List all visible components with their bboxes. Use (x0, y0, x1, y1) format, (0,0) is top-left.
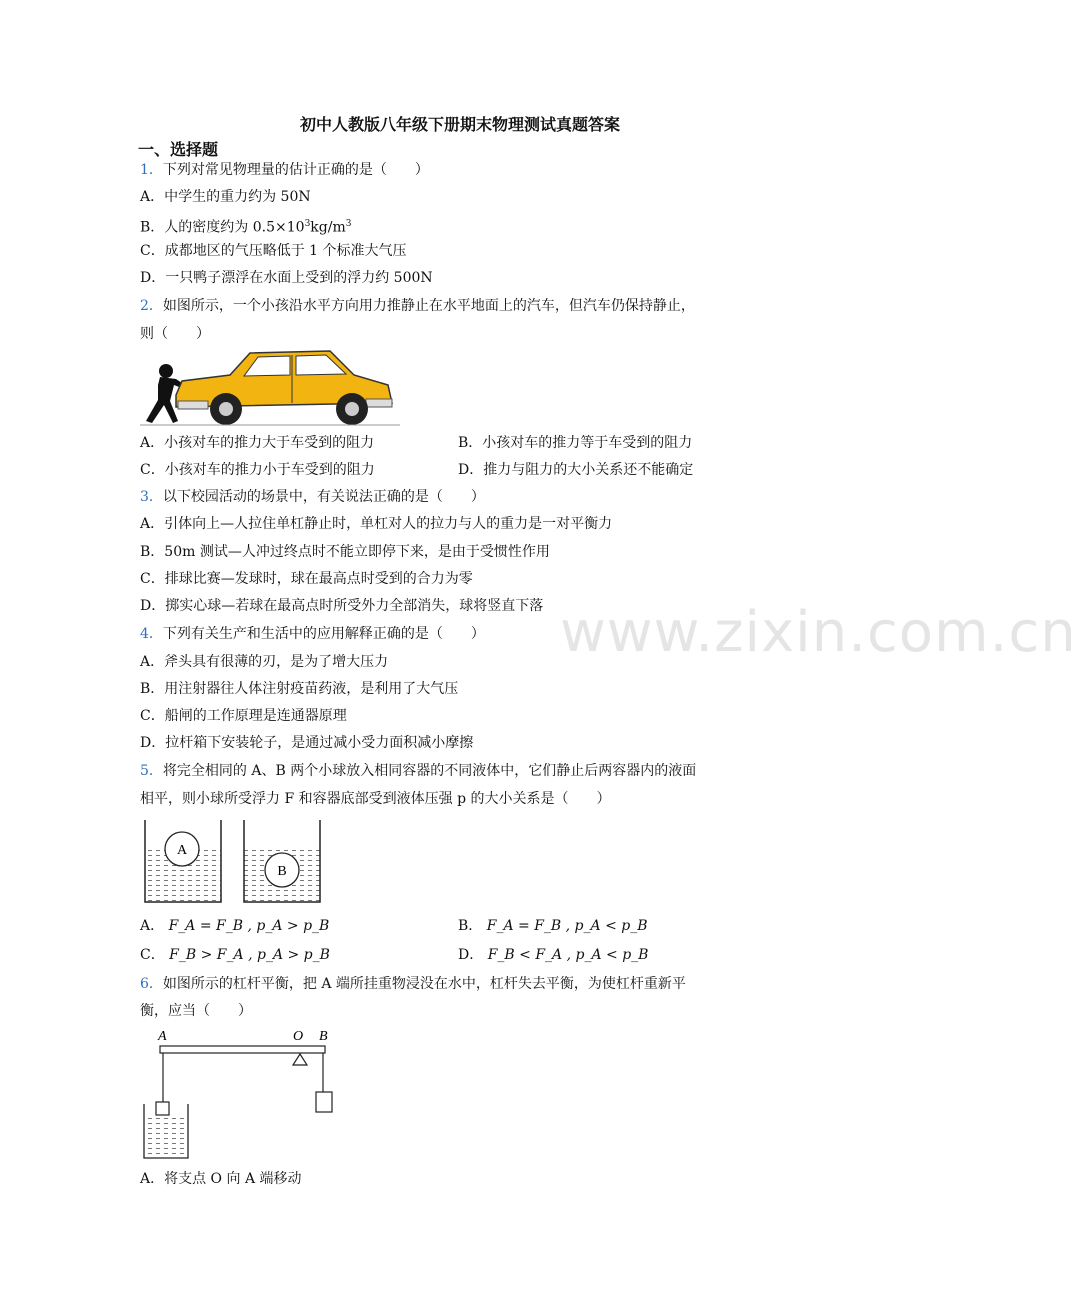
question-5-option-c: C． F_B > F_A , p_A > p_B (140, 947, 330, 963)
question-5-stem-cont: 相平，则小球所受浮力 F 和容器底部受到液体压强 p 的大小关系是（ ） (140, 791, 611, 807)
question-6-option-a: A．将支点 O 向 A 端移动 (140, 1171, 302, 1187)
question-4-option-d: D．拉杆箱下安装轮子，是通过减小受力面积减小摩擦 (140, 735, 474, 751)
question-4-option-a: A．斧头具有很薄的刃，是为了增大压力 (140, 654, 389, 670)
question-5-option-a: A． F_A = F_B , p_A > p_B (140, 918, 330, 934)
ball-b-label: B (277, 864, 287, 879)
question-2-option-a: A．小孩对车的推力大于车受到的阻力 (140, 435, 375, 451)
question-5-stem: 5．将完全相同的 A、B 两个小球放入相同容器的不同液体中，它们静止后两容器内的液面 (140, 763, 697, 779)
lever-label-b: B (319, 1029, 328, 1044)
question-5-option-d: D． F_B < F_A , p_A < p_B (458, 947, 649, 963)
question-6-stem: 6．如图所示的杠杆平衡，把 A 端所挂重物浸没在水中，杠杆失去平衡，为使杠杆重新平 (140, 976, 686, 992)
question-4-option-c: C．船闸的工作原理是连通器原理 (140, 708, 347, 724)
question-1-option-d: D．一只鸭子漂浮在水面上受到的浮力约 500N (140, 270, 433, 286)
ball-a-label: A (176, 843, 188, 858)
question-5-option-b: B． F_A = F_B , p_A < p_B (458, 918, 648, 934)
question-1-option-c: C．成都地区的气压略低于 1 个标准大气压 (140, 243, 407, 259)
question-2-stem: 2．如图所示，一个小孩沿水平方向用力推静止在水平地面上的汽车，但汽车仍保持静止， (140, 298, 695, 314)
question-6-stem-cont: 衡，应当（ ） (140, 1003, 252, 1019)
question-2-option-d: D．推力与阻力的大小关系还不能确定 (458, 462, 694, 478)
question-1-stem: 1．下列对常见物理量的估计正确的是（ ） (140, 162, 429, 178)
question-3-option-d: D．掷实心球—若球在最高点时所受外力全部消失，球将竖直下落 (140, 598, 544, 614)
question-3-stem: 3．以下校园活动的场景中，有关说法正确的是（ ） (140, 489, 485, 505)
question-3-option-b: B．50m 测试—人冲过终点时不能立即停下来，是由于受惯性作用 (140, 544, 550, 560)
containers-figure (140, 818, 325, 908)
question-4-stem: 4．下列有关生产和生活中的应用解释正确的是（ ） (140, 626, 485, 642)
question-1-option-b: B．人的密度约为 $0.5\times 10^3kg/m^3$ (140, 219, 352, 236)
lever-label-a: A (158, 1029, 167, 1044)
question-4-option-b: B．用注射器往人体注射疫苗药液，是利用了大气压 (140, 681, 459, 697)
car-push-figure (140, 345, 400, 430)
lever-figure (140, 1026, 350, 1166)
question-2-stem-cont: 则（ ） (140, 326, 210, 342)
watermark: www.zixin.com.cn (560, 600, 1077, 665)
question-1-option-a: A．中学生的重力约为 50N (140, 189, 311, 205)
section-heading: 一、选择题 (138, 140, 219, 159)
question-3-option-a: A．引体向上—人拉住单杠静止时，单杠对人的拉力与人的重力是一对平衡力 (140, 516, 613, 532)
page-title: 初中人教版八年级下册期末物理测试真题答案 (299, 115, 620, 134)
question-3-option-c: C．排球比赛—发球时，球在最高点时受到的合力为零 (140, 571, 473, 587)
question-2-option-c: C．小孩对车的推力小于车受到的阻力 (140, 462, 375, 478)
lever-label-o: O (293, 1029, 304, 1044)
question-2-option-b: B．小孩对车的推力等于车受到的阻力 (458, 435, 693, 451)
